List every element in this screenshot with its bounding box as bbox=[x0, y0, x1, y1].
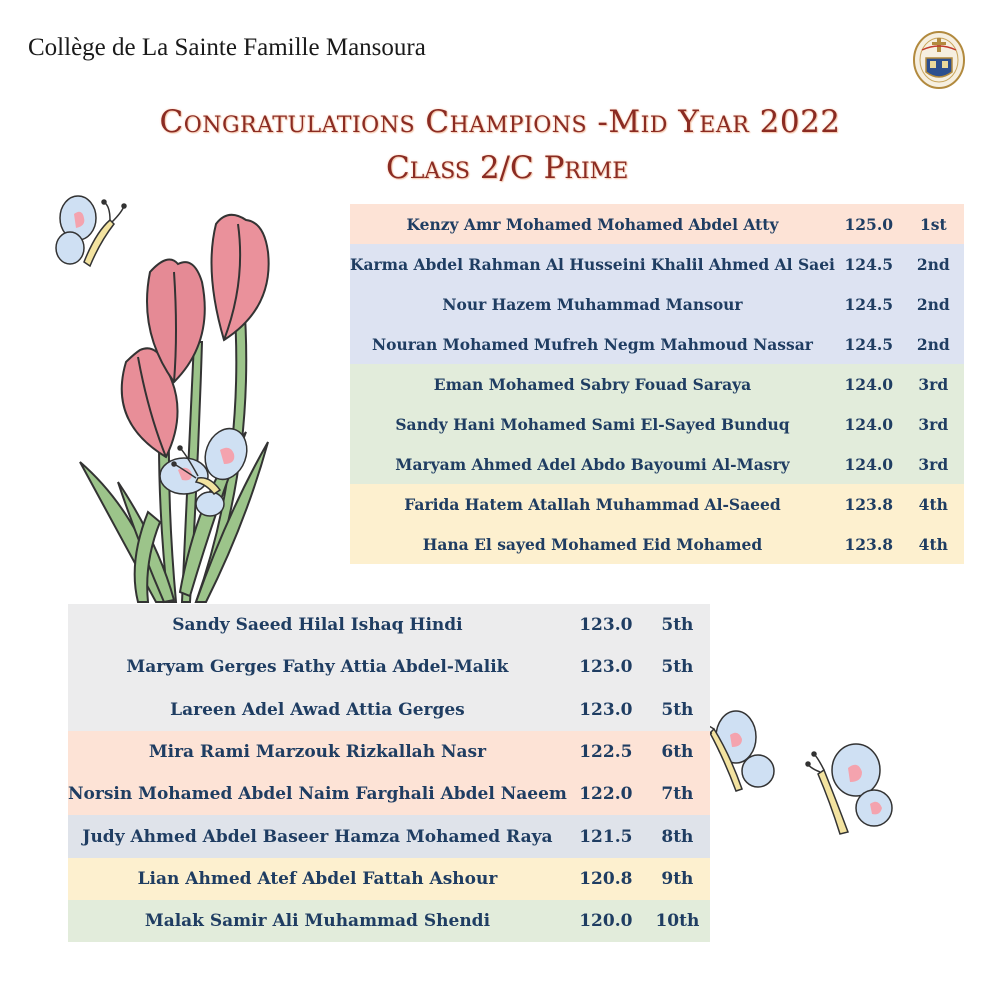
table-row bbox=[68, 646, 710, 688]
student-score: 124.5 bbox=[844, 294, 894, 314]
school-seal-icon bbox=[912, 28, 966, 90]
student-score: 122.5 bbox=[579, 742, 633, 763]
table-row bbox=[68, 815, 710, 857]
student-name: Sandy Hani Mohamed Sami El-Sayed Bunduq bbox=[395, 414, 790, 434]
student-score: 120.0 bbox=[579, 911, 633, 932]
butterfly-icon bbox=[158, 418, 260, 520]
student-rank: 2nd bbox=[916, 294, 950, 314]
table-row bbox=[350, 364, 964, 404]
student-name: Maryam Ahmed Adel Abdo Bayoumi Al-Masry bbox=[395, 454, 790, 474]
student-score: 123.0 bbox=[579, 615, 633, 636]
table-row bbox=[68, 773, 710, 815]
student-name: Maryam Gerges Fathy Attia Abdel-Malik bbox=[126, 657, 509, 678]
table-row bbox=[350, 284, 964, 324]
table-row bbox=[350, 444, 964, 484]
student-score: 124.0 bbox=[844, 414, 894, 434]
student-score: 120.8 bbox=[579, 868, 633, 889]
student-rank: 5th bbox=[661, 657, 694, 678]
student-score: 121.5 bbox=[579, 826, 633, 847]
student-name: Eman Mohamed Sabry Fouad Saraya bbox=[433, 374, 752, 394]
table-row bbox=[350, 204, 964, 244]
table-row bbox=[350, 324, 964, 364]
student-name: Sandy Saeed Hilal Ishaq Hindi bbox=[172, 615, 463, 636]
student-rank: 8th bbox=[661, 826, 694, 847]
table-row bbox=[68, 731, 710, 773]
student-name: Malak Samir Ali Muhammad Shendi bbox=[144, 911, 491, 932]
school-name: Collège de La Sainte Famille Mansoura bbox=[28, 34, 426, 61]
table-row bbox=[350, 244, 964, 284]
table-row bbox=[350, 524, 964, 564]
student-rank: 2nd bbox=[916, 254, 950, 274]
student-name: Hana El sayed Mohamed Eid Mohamed bbox=[422, 534, 763, 554]
student-name: Mira Rami Marzouk Rizkallah Nasr bbox=[148, 742, 487, 763]
student-name: Judy Ahmed Abdel Baseer Hamza Mohamed Raya bbox=[82, 826, 553, 847]
student-score: 124.5 bbox=[844, 334, 894, 354]
student-name: Nour Hazem Muhammad Mansour bbox=[442, 294, 743, 314]
table-row bbox=[350, 404, 964, 444]
student-rank: 7th bbox=[661, 784, 694, 805]
student-score: 124.0 bbox=[844, 374, 894, 394]
student-score: 123.8 bbox=[844, 534, 894, 554]
student-name: Lian Ahmed Atef Abdel Fattah Ashour bbox=[137, 868, 498, 889]
ranking-table-bottom bbox=[68, 604, 710, 942]
table-row bbox=[68, 604, 710, 646]
student-name: Farida Hatem Atallah Muhammad Al-Saeed bbox=[404, 494, 781, 514]
student-rank: 4th bbox=[918, 534, 948, 554]
student-score: 125.0 bbox=[844, 214, 894, 234]
student-rank: 4th bbox=[918, 494, 948, 514]
table-row bbox=[68, 900, 710, 942]
table-row bbox=[68, 858, 710, 900]
table-row bbox=[68, 689, 710, 731]
student-rank: 2nd bbox=[916, 334, 950, 354]
student-rank: 3rd bbox=[918, 374, 949, 394]
student-rank: 10th bbox=[655, 911, 700, 932]
student-score: 124.0 bbox=[844, 454, 894, 474]
table-row bbox=[350, 484, 964, 524]
student-rank: 6th bbox=[661, 742, 694, 763]
title-class: Class 2/C Prime bbox=[386, 150, 629, 186]
student-name: Norsin Mohamed Abdel Naim Farghali Abdel Naeem bbox=[68, 784, 567, 805]
student-name: Nouran Mohamed Mufreh Negm Mahmoud Nassar bbox=[371, 334, 813, 354]
ranking-table-top bbox=[350, 204, 964, 564]
student-rank: 3rd bbox=[918, 414, 949, 434]
student-rank: 5th bbox=[661, 699, 694, 720]
student-rank: 3rd bbox=[918, 454, 949, 474]
student-name: Lareen Adel Awad Attia Gerges bbox=[170, 699, 465, 720]
butterfly-icon bbox=[48, 192, 130, 274]
student-score: 123.0 bbox=[579, 699, 633, 720]
student-score: 122.0 bbox=[579, 784, 633, 805]
title-congratulations: Congratulations Champions -Mid Year 2022 bbox=[159, 104, 841, 140]
student-rank: 1st bbox=[919, 214, 947, 234]
student-rank: 9th bbox=[661, 868, 694, 889]
student-name: Karma Abdel Rahman Al Husseini Khalil Ahmed Al Saei bbox=[350, 254, 835, 274]
student-score: 124.5 bbox=[844, 254, 894, 274]
student-score: 123.0 bbox=[579, 657, 633, 678]
student-rank: 5th bbox=[661, 615, 694, 636]
student-name: Kenzy Amr Mohamed Mohamed Abdel Atty bbox=[406, 214, 779, 234]
butterfly-icon bbox=[804, 740, 898, 836]
student-score: 123.8 bbox=[844, 494, 894, 514]
